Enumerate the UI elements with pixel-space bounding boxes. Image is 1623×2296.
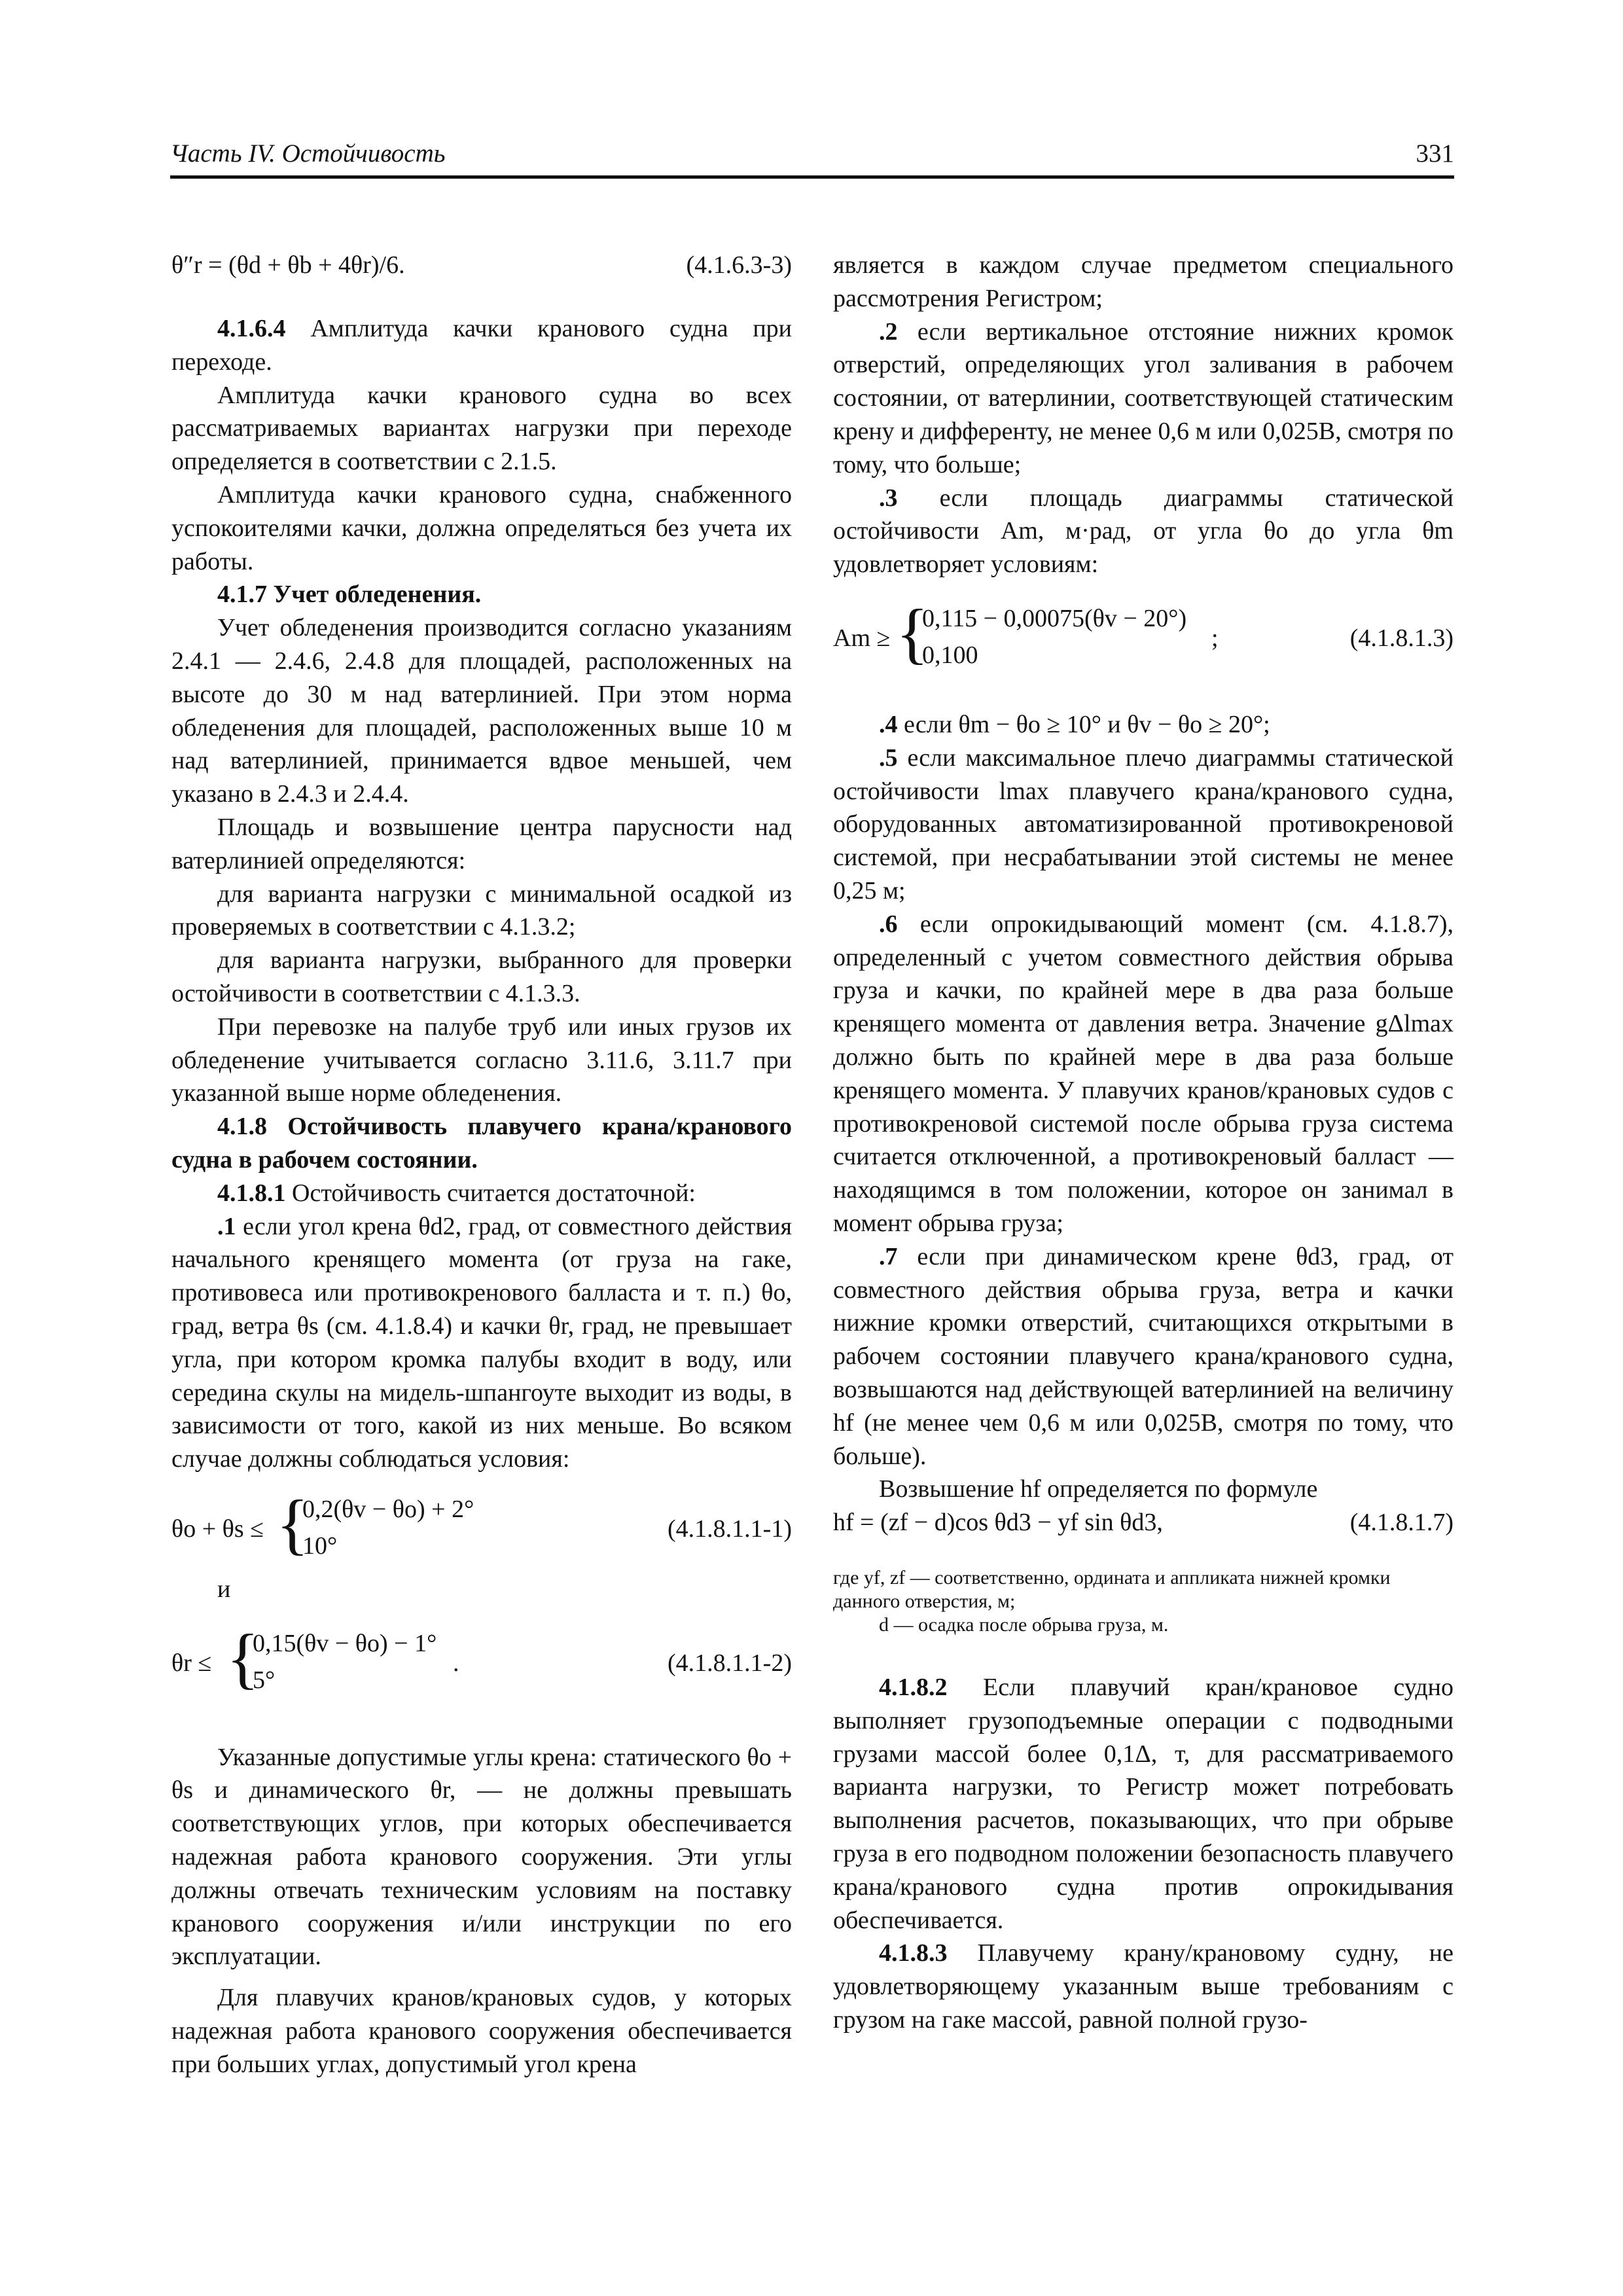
formula-number: (4.1.6.3-3) <box>686 251 792 279</box>
brace-symbol: { <box>896 595 929 671</box>
formula-lhs: θr ≤ <box>171 1649 212 1677</box>
paragraph-4-1-8-2: 4.1.8.2 Если плавучий кран/крановое судно выполняет грузоподъемные операции с подводными грузами массой более 0,1Δ, т, для рассматриваемого варианта нагрузки, то Регистр может потребовать выполнения расчетов, показывающих, что при обрыве груза в его подводном положении безопасность плавучего крана/кранового судна против опрокидывания обеспечивается. <box>833 1674 1454 1934</box>
item-4: .4 если θm − θo ≥ 10° и θv − θo ≥ 20°; <box>879 710 1270 738</box>
item-3: .3 если площадь диаграммы статической остойчивости Am, м·рад, от угла θo до угла θm удовлетворяет условиям: <box>833 484 1454 579</box>
formula-case-2: 0,100 <box>922 641 978 669</box>
page-number: 331 <box>1416 139 1454 168</box>
item-2: .2 если вертикальное отстояние нижних кромок отверстий, определяющих угол заливания в рабочем состоянии, от ватерлинии, соответствующей статическим крену и дифференту, не менее 0,6 м или 0,025B, смотря по тому, что больше; <box>833 317 1454 478</box>
formula-semicolon: ; <box>1211 624 1219 652</box>
formula-4-1-6-3-3 <box>171 249 792 283</box>
formula-number: (4.1.8.1.7) <box>1349 1509 1454 1537</box>
paragraph: Амплитуда качки кранового судна во всех рассматриваемых вариантах нагрузки при переходе определяется в соответствии с 2.1.5. <box>171 381 792 476</box>
paragraph: для варианта нагрузки, выбранного для проверки остойчивости в соответствии с 4.1.3.3. <box>171 946 792 1007</box>
item-1: .1 если угол крена θd2, град, от совместного действия начального кренящего момента (от груза на гаке, противовеса или противокренового балласта и т. п.) θo, град, ветра θs (см. 4.1.8.4) и качки θr, град, не превышает угла, при котором кромка палубы входит в воду, или середина скулы на мидель-шпангоуте выходит из воды, в зависимости от того, какой из них меньше. Во всяком случае должны соблюдаться условия: <box>171 1212 792 1473</box>
paragraph-4-1-8-1: 4.1.8.1 Остойчивость считается достаточной: <box>217 1179 696 1207</box>
formula-case-2: 5° <box>253 1666 276 1694</box>
section-heading-4-1-8: 4.1.8 Остойчивость плавучего крана/кранового судна в рабочем состоянии. <box>171 1113 792 1174</box>
header-rule <box>170 175 1454 179</box>
formula-text: θ″r = (θd + θb + 4θr)/6. <box>171 251 405 279</box>
formula-number: (4.1.8.1.1-2) <box>668 1649 792 1677</box>
formula-case-1: 0,115 − 0,00075(θv − 20°) <box>922 604 1187 632</box>
note-item: d — осадка после обрыва груза, м. <box>879 1614 1169 1636</box>
paragraph-4-1-6-4: 4.1.6.4 Амплитуда качки кранового судна при переходе. <box>171 315 792 376</box>
note-item: где yf, zf — соответственно, ордината и аппликата нижней кромки данного отверстия, м; <box>833 1567 1391 1613</box>
formula-4-1-8-1-7 <box>833 1506 1454 1540</box>
formula-case-1: 0,2(θv − θo) + 2° <box>302 1495 474 1523</box>
formula-lhs: θo + θs ≤ <box>171 1515 264 1543</box>
paragraph: Для плавучих кранов/крановых судов, у которых надежная работа кранового сооружения обеспечивается при больших углах, допустимый угол крена <box>171 1984 792 2078</box>
paragraph-4-1-8-3: 4.1.8.3 Плавучему крану/крановому судну, не удовлетворяющему указанным выше требованиям с грузом на гаке массой, равной полной грузо- <box>833 1939 1454 2034</box>
paragraph: Указанные допустимые углы крена: статического θo + θs и динамического θr, — не должны превышать соответствующих углов, при которых обеспечивается надежная работа кранового сооружения. Эти углы должны отвечать техническим условиям на поставку кранового сооружения и/или инструкции по его эксплуатации. <box>171 1743 792 1971</box>
formula-number: (4.1.8.1.3) <box>1349 624 1454 652</box>
formula-text: hf = (zf − d)cos θd3 − yf sin θd3, <box>833 1509 1163 1537</box>
paragraph: Амплитуда качки кранового судна, снабженного успокоителями качки, должна определяться без учета их работы. <box>171 480 792 575</box>
item-5: .5 если максимальное плечо диаграммы статической остойчивости lmax плавучего крана/кранового судна, оборудованных автоматизированной противокреновой системой, при несрабатывании этой системы не менее 0,25 м; <box>833 744 1454 905</box>
right-column <box>833 249 1454 2037</box>
item-7: .7 если при динамическом крене θd3, град, от совместного действия обрыва груза, ветра и качки нижние кромки отверстий, считающихся открытыми в рабочем состоянии плавучего крана/кранового судна, возвышаются над действующей ватерлинией на величину hf (не менее чем 0,6 м или 0,025B, смотря по тому, что больше). <box>833 1242 1454 1470</box>
formula-case-2: 10° <box>302 1532 338 1560</box>
formula-4-1-8-1-1-1 <box>171 1488 792 1573</box>
paragraph: Возвышение hf определяется по формуле <box>879 1475 1318 1503</box>
left-column <box>171 249 792 2081</box>
formula-number: (4.1.8.1.1-1) <box>668 1515 792 1543</box>
paragraph: При перевозке на палубе труб или иных грузов их обледенение учитывается согласно 3.11.6, 3.11.7 при указанной выше норме обледенения. <box>171 1013 792 1107</box>
brace-symbol: { <box>276 1486 309 1562</box>
section-heading-4-1-7: 4.1.7 Учет обледенения. <box>217 581 482 609</box>
running-header-title: Часть IV. Остойчивость <box>170 139 446 168</box>
paragraph: для варианта нагрузки с минимальной осадкой из проверяемых в соответствии с 4.1.3.2; <box>171 880 792 941</box>
formula-notes <box>833 1566 1454 1637</box>
conjunction: и <box>217 1575 231 1603</box>
paragraph: является в каждом случае предметом специального рассмотрения Регистром; <box>833 251 1454 312</box>
paragraph: Площадь и возвышение центра парусности над ватерлинией определяются: <box>171 813 792 874</box>
paragraph: Учет обледенения производится согласно указаниям 2.4.1 — 2.4.6, 2.4.8 для площадей, расположенных на высоте до 30 м над ватерлинией. При этом норма обледенения для площадей, расположенных выше 10 м над ватерлинией, принимается вдвое меньшей, чем указано в 2.4.3 и 2.4.4. <box>171 614 792 808</box>
formula-period: . <box>453 1649 459 1677</box>
formula-4-1-8-1-3 <box>833 597 1454 682</box>
formula-4-1-8-1-1-2 <box>171 1622 792 1707</box>
brace-symbol: { <box>226 1620 259 1696</box>
formula-lhs: Am ≥ <box>833 624 891 652</box>
item-6: .6 если опрокидывающий момент (см. 4.1.8.7), определенный с учетом совместного действия обрыва груза и качки, по крайней мере в два раза больше кренящего момента от давления ветра. Значение gΔlmax должно быть по крайней мере в два раза больше кренящего момента. У плавучих кранов/крановых судов с противокреновой системой после обрыва груза система считается отключенной, а противокреновый балласт — находящимся в том положении, которое он занимал в момент обрыва груза; <box>833 910 1454 1237</box>
formula-case-1: 0,15(θv − θo) − 1° <box>253 1629 437 1657</box>
